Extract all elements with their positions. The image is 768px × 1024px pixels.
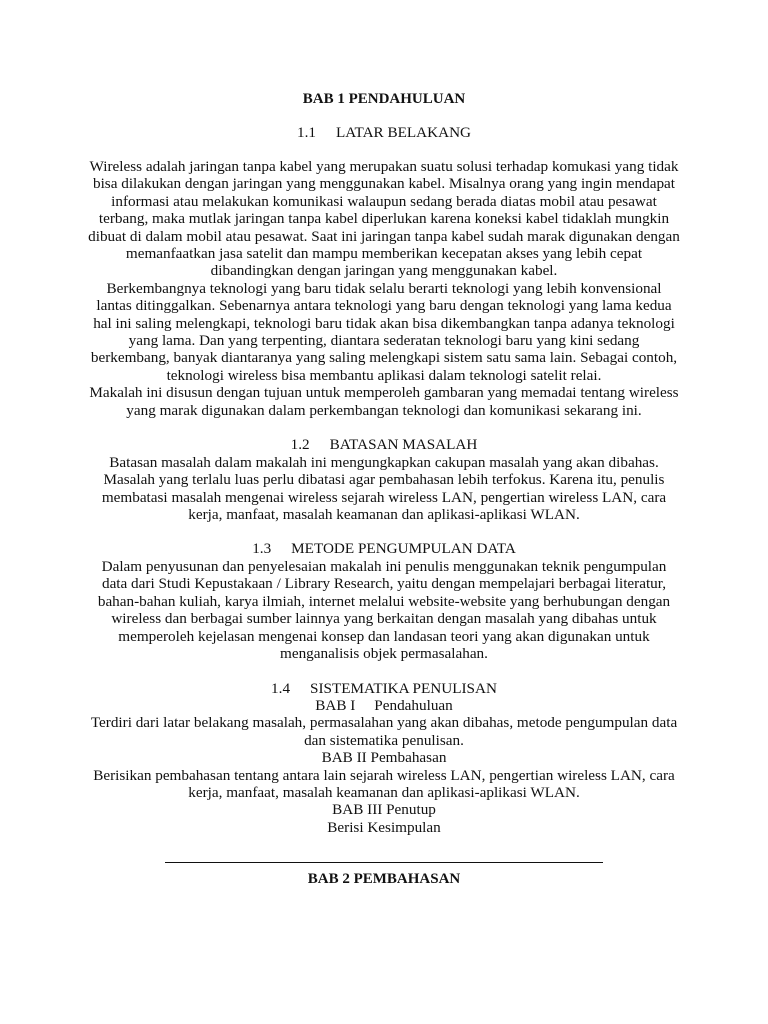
text-line: lantas ditinggalkan. Sebenarnya antara teknologi yang baru dengan teknologi yang lama kedua <box>96 297 672 315</box>
text-line: Masalah yang terlalu luas perlu dibatasi agar pembahasan lebih terfokus. Karena itu, penulis <box>103 471 665 489</box>
text-line: memanfaatkan jasa satelit dan mampu memberikan kecepatan akses yang lebih cepat <box>125 245 643 263</box>
section-heading-sistematika-penulisan <box>80 680 688 697</box>
section-title: LATAR BELAKANG <box>335 124 472 141</box>
paragraph-sistematika-penulisan <box>80 697 688 836</box>
text-line-bab1: BAB I Pendahuluan <box>315 697 453 714</box>
text-line: dan sistematika penulisan. <box>304 731 464 749</box>
section-number: 1.3 <box>252 540 272 557</box>
text-line: memperoleh kejelasan mengenai konsep dan landasan teori yang akan digunakan untuk <box>118 627 650 645</box>
text-line: teknologi wireless bisa membantu aplikasi dalam teknologi satelit relai. <box>166 366 602 384</box>
text-line: Makalah ini disusun dengan tujuan untuk memperoleh gambaran yang memadai tentang wireless <box>89 384 679 402</box>
text-line: Berisi Kesimpulan <box>327 818 441 836</box>
text-line: yang marak digunakan dalam perkembangan teknologi dan komunikasi sekarang ini. <box>126 401 642 419</box>
text-line: membatasi masalah mengenai wireless sejarah wireless LAN, pengertian wireless LAN, cara <box>101 488 667 506</box>
text-line: kerja, manfaat, masalah keamanan dan aplikasi-aplikasi WLAN. <box>188 506 580 524</box>
text-line: Wireless adalah jaringan tanpa kabel yang merupakan suatu solusi terhadap komukasi yang tidak <box>89 158 679 175</box>
text-line: yang lama. Dan yang terpenting, diantara sederatan teknologi baru yang kini sedang <box>128 332 640 350</box>
text-line: Batasan masalah dalam makalah ini mengungkapkan cakupan masalah yang akan dibahas. <box>109 454 659 471</box>
section-title: BATASAN MASALAH <box>329 436 478 453</box>
text-line: Terdiri dari latar belakang masalah, permasalahan yang akan dibahas, metode pengumpulan data <box>90 714 678 732</box>
section-title: SISTEMATIKA PENULISAN <box>310 680 497 697</box>
text-line: terbang, maka mutlak jaringan tanpa kabel diperlukan karena koneksi kabel tidaklah mungkin <box>98 210 670 228</box>
text-line: dibuat di dalam mobil atau pesawat. Saat ini jaringan tanpa kabel sudah marak digunakan dengan <box>88 227 680 245</box>
paragraph-batasan-masalah <box>80 454 688 524</box>
paragraph-latar-belakang <box>80 158 688 419</box>
paragraph-metode-pengumpulan-data <box>80 558 688 662</box>
section-divider <box>165 862 603 863</box>
text-line: Berkembangnya teknologi yang baru tidak selalu berarti teknologi yang lebih konvensional <box>106 279 662 297</box>
text-line: kerja, manfaat, masalah keamanan dan aplikasi-aplikasi WLAN. <box>188 784 580 802</box>
bab1-title: BAB 1 PENDAHULUAN <box>302 91 466 107</box>
text-line: dibandingkan dengan jaringan yang menggunakan kabel. <box>210 262 558 280</box>
text-line: hal ini saling melengkapi, teknologi baru tidak akan bisa dikembangkan tanpa adanya teknologi <box>93 314 675 332</box>
text-line-bab3: BAB III Penutup <box>332 801 436 819</box>
text-line: Berisikan pembahasan tentang antara lain sejarah wireless LAN, pengertian wireless LAN, cara <box>93 766 675 784</box>
section-heading-latar-belakang <box>80 124 688 141</box>
text-line: bisa dilakukan dengan jaringan yang menggunakan kabel. Misalnya orang yang ingin mendapat <box>92 175 676 193</box>
text-line: bahan-bahan kuliah, karya ilmiah, internet melalui website-website yang berhubungan dengan <box>97 592 671 610</box>
text-line: Dalam penyusunan dan penyelesaian makalah ini penulis menggunakan teknik pengumpulan <box>101 558 667 575</box>
bab2-title: BAB 2 PEMBAHASAN <box>307 871 461 887</box>
section-number: 1.4 <box>271 680 291 697</box>
text-line: data dari Studi Kepustakaan / Library Research, yaitu dengan mempelajari berbagai literatur, <box>101 575 667 593</box>
text-line: informasi atau melakukan komunikasi walaupun sedang berada diatas mobil atau pesawat <box>111 192 657 210</box>
section-heading-metode-pengumpulan-data <box>80 540 688 557</box>
text-line-bab2: BAB II Pembahasan <box>321 749 447 767</box>
text-line: menganalisis objek permasalahan. <box>280 645 488 663</box>
section-number: 1.1 <box>296 124 316 141</box>
text-line: berkembang, banyak diantaranya yang saling melengkapi sistem satu sama lain. Sebagai contoh, <box>90 349 678 367</box>
section-heading-batasan-masalah <box>80 436 688 453</box>
text-line: wireless dan berbagai sumber lainnya yang berkaitan dengan masalah yang dibahas untuk <box>111 610 657 628</box>
section-number: 1.2 <box>290 436 310 453</box>
section-title: METODE PENGUMPULAN DATA <box>291 540 516 557</box>
